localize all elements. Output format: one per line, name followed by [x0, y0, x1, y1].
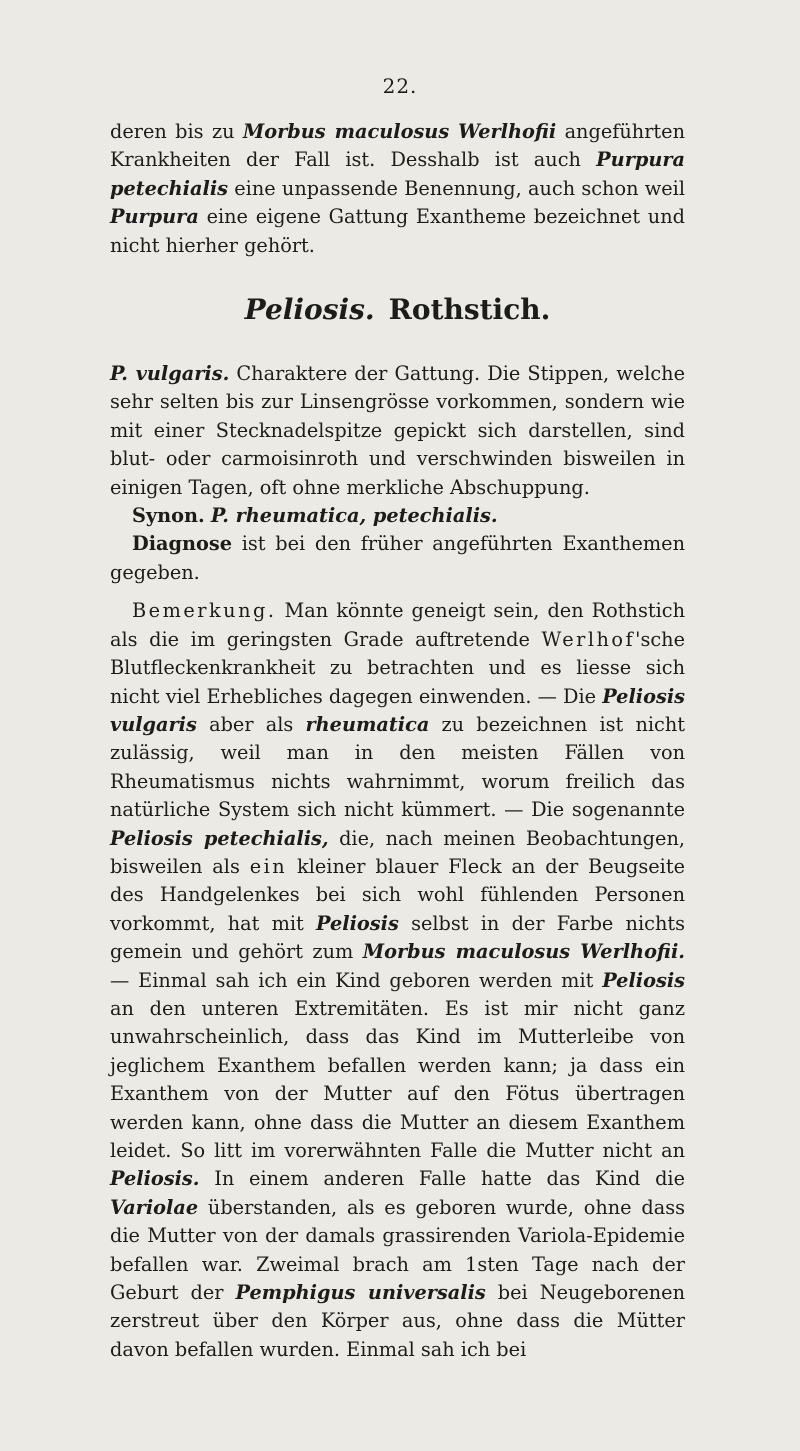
italic-term: Morbus maculosus Werlhofii. [362, 940, 685, 964]
text-run: — Einmal sah ich ein Kind geboren werden mit [110, 968, 603, 992]
page-body [110, 118, 685, 1364]
text-run: selbst in der Farbe nichts gemein und gehört zum [110, 911, 686, 964]
paragraph-gap [110, 587, 685, 597]
text-run: angeführten Krankheiten der Fall ist. Desshalb ist auch [110, 120, 685, 172]
section-heading [110, 260, 685, 360]
text-run: kleiner blauer Fleck an der Beugseite des Handgelenkes bei sich wohl fühlenden Personen vorkommt, hat mit [110, 854, 685, 935]
text-run: eine unpassende Benennung, auch schon weil [228, 176, 685, 200]
text-run: an den unteren Extremitäten. Es ist mir nicht ganz unwahrscheinlich, dass das Kind im Mutterleibe von jeglichem Exanthem befallen werden kann; ja dass ein Exanthem von der Mutter auf den Fötus übertragen werden kann, ohne dass die Mutter an diesem Exanthem leidet. So litt im vorerwähnten Falle die Mutter nicht an [110, 996, 685, 1162]
italic-term: Peliosis [316, 911, 399, 935]
text-run: überstanden, als es geboren wurde, ohne dass die Mutter von der damals grassirenden Variola-Epidemie befallen war. Zweimal brach am 1sten Tage nach der Geburt der [110, 1195, 685, 1305]
text-run: In einem anderen Falle hatte das Kind die [199, 1167, 685, 1191]
text-run: bei Neugeborenen zerstreut über den Körper aus, ohne dass die Mütter davon befallen wurden. Einmal sah ich bei [110, 1281, 685, 1361]
italic-term: Pemphigus universalis [235, 1281, 486, 1305]
continuation-paragraph [110, 118, 685, 260]
italic-term: P. vulgaris. [110, 362, 230, 386]
italic-term: Purpura [110, 205, 199, 229]
italic-term: Variolae [110, 1195, 199, 1219]
heading-german: Rothstich. [388, 293, 551, 327]
text-run: die, nach meinen Beobachtungen, bisweilen als [110, 826, 685, 878]
page-number: 22. [382, 74, 418, 98]
text-run: deren bis zu [110, 120, 243, 143]
italic-term: Morbus maculosus Werlhofii [242, 120, 557, 143]
italic-term: Peliosis. [110, 1167, 200, 1191]
spaced-term: Werlhof [541, 627, 636, 651]
text-run: 'sche Blutfleckenkrankheit zu betrachten und es liesse sich nicht viel Erhebliches dagegen einwenden. — Die [110, 627, 685, 708]
italic-term: Peliosis petechialis, [110, 826, 329, 850]
diagnosis-paragraph [110, 530, 685, 587]
remark-paragraph [110, 597, 685, 1364]
diagnosis-label: Diagnose [132, 532, 233, 556]
text-run: Charaktere der Gattung. Die Stippen, welche sehr selten bis zur Linsengrösse vorkommen, sondern wie mit einer Stecknadelspitze gepickt sich darstellen, sind blut- oder carmoisinroth und verschwinden bisweilen in einigen Tagen, oft ohne merkliche Abschuppung. [110, 362, 685, 499]
spaced-term: ein [249, 854, 288, 878]
text-run: eine eigene Gattung Exantheme bezeichnet und nicht hierher gehört. [110, 205, 685, 257]
italic-term: Peliosis [602, 968, 685, 992]
text-run: Man könnte geneigt sein, den Rothstich als die im geringsten Grade auftretende [110, 599, 685, 651]
text-run: aber als [196, 712, 306, 736]
text-run: zu bezeichnen ist nicht zulässig, weil man in den meisten Fällen von Rheumatismus nichts wahrnimmt, worum freilich das natürliche System sich nicht kümmert. — Die sogenannte [110, 712, 685, 822]
italic-term: Peliosis vulgaris [110, 684, 685, 736]
synonym-paragraph [110, 502, 685, 530]
italic-term: rheumatica [305, 712, 430, 736]
text-run: ist bei den früher angeführten Exanthemen gegeben. [110, 532, 685, 584]
italic-term: P. rheumatica, petechialis. [210, 504, 498, 528]
description-paragraph [110, 360, 685, 502]
heading-latin: Peliosis. [244, 293, 375, 327]
italic-term: Purpura petechialis [110, 148, 685, 200]
synonym-label: Synon. [132, 504, 205, 528]
spaced-term: Bemerkung. [132, 599, 277, 623]
